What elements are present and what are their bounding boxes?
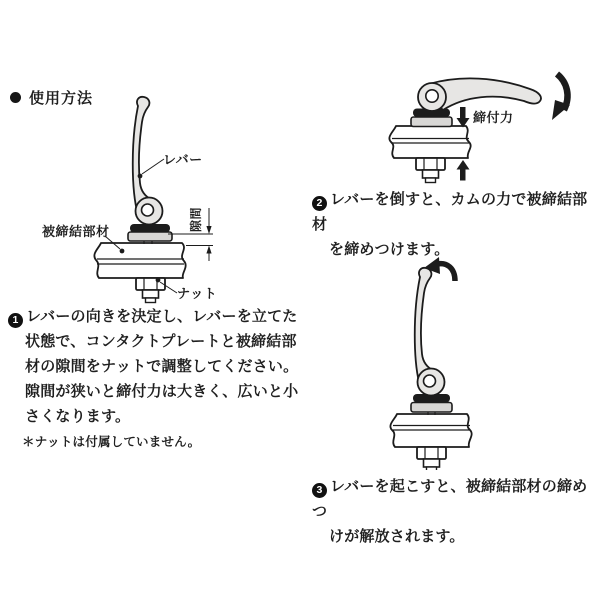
label-member: 被締結部材 [42, 224, 110, 239]
rotation-arrow [552, 74, 570, 120]
step-1-line-4: 隙間が狭いと締付力は大きく、広いと小 [25, 383, 299, 400]
label-gap: 隙間 [189, 206, 203, 232]
step-3-line-1: 3 レバーを起こすと、被締結部材の締めつ [312, 478, 588, 520]
step-1-line-5: さくなります。 [25, 408, 131, 425]
clamped-member [94, 243, 185, 278]
clamped-member [389, 126, 470, 158]
nut [417, 447, 446, 459]
label-nut: ナット [177, 286, 218, 301]
pointer-dot-nut [156, 278, 161, 283]
label-force: 締付力 [473, 110, 514, 125]
cam-hole [142, 204, 154, 216]
force-arrow-up [457, 160, 470, 181]
step-3 [312, 474, 600, 549]
step-1-number: 1 [8, 313, 23, 328]
step-2-number: 2 [312, 196, 327, 211]
step-1-note: ＊ナットは付属していません。 [22, 435, 201, 449]
pointer-dot-member [120, 249, 125, 254]
step-1-line-2: 状態で、コンタクトプレートと被締結部 [25, 333, 297, 350]
step-2 [312, 187, 600, 262]
step-3-number: 3 [312, 483, 327, 498]
label-lever: レバー [163, 152, 203, 167]
figure-lever-release [385, 255, 495, 470]
step-1 [8, 304, 313, 452]
section-title [10, 87, 93, 108]
cam-hole [426, 90, 438, 102]
nut [136, 278, 165, 290]
pointer-dot-lever [138, 174, 143, 179]
step-1-line-3: 材の隙間をナットで調整してください。 [25, 358, 299, 375]
contact-plate [128, 232, 172, 241]
step-2-line-1: 2 レバーを倒すと、カムの力で被締結部材 [312, 191, 588, 233]
figure-lever-upright [85, 95, 225, 310]
contact-plate [411, 117, 452, 127]
nut [416, 158, 445, 170]
figure-lever-folded [385, 70, 575, 190]
step-3-line-2: けが解放されます。 [329, 528, 465, 545]
step-2-line-2: を締めつけます。 [329, 241, 450, 258]
force-arrow-down [457, 107, 470, 128]
cam-hole [424, 375, 436, 387]
bullet-icon [10, 92, 21, 103]
step-1-line-1: 1 レバーの向きを決定し、レバーを立てた [8, 304, 313, 329]
contact-plate [411, 403, 452, 413]
section-title-text: 使用方法 [29, 90, 94, 107]
